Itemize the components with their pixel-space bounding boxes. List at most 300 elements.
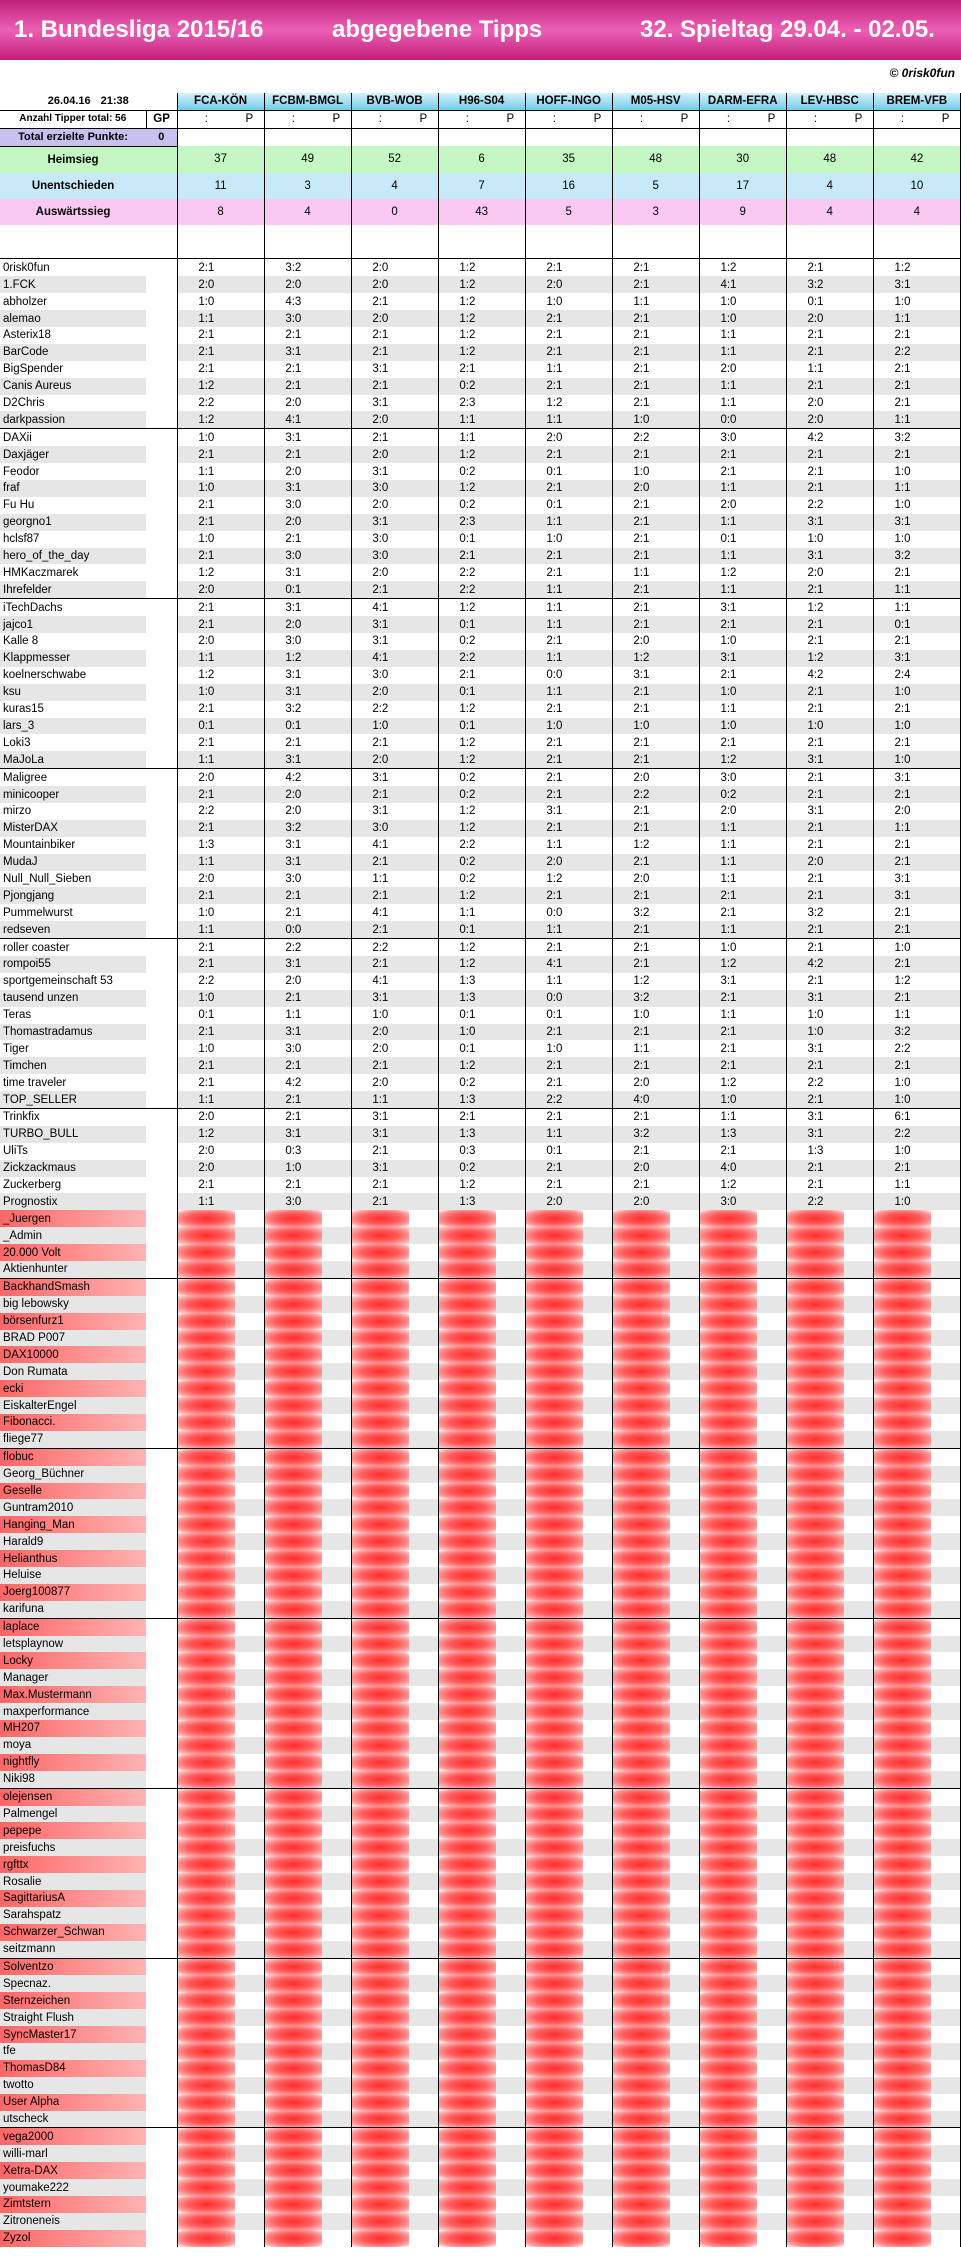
hidden-tipper-row <box>0 1720 961 1737</box>
hidden-tip-blur <box>439 2043 497 2060</box>
tipper-name: Teras <box>3 1009 32 1022</box>
hidden-tip <box>873 1278 931 1295</box>
tip-score: 1:0 <box>699 718 757 735</box>
hidden-tip <box>438 2145 496 2162</box>
tip-score: 2:0 <box>264 973 322 990</box>
tip-points <box>496 1278 525 1295</box>
hidden-tip <box>438 1278 496 1295</box>
tip-score: 2:1 <box>786 887 844 904</box>
tipper-name: Zyzol <box>0 2230 146 2247</box>
hidden-tip <box>525 1261 583 1278</box>
hidden-tip-blur <box>874 1737 932 1754</box>
tip-score: 0:2 <box>438 463 496 480</box>
hidden-tip <box>873 1363 931 1380</box>
hidden-tip <box>438 1533 496 1550</box>
tip-points <box>670 259 699 276</box>
hidden-tip-blur <box>613 1499 671 1516</box>
tip-score: 2:1 <box>612 1024 670 1041</box>
tip-points <box>583 2094 612 2111</box>
stat-value: 0 <box>351 199 438 225</box>
tip-points <box>496 548 525 565</box>
hidden-tip-blur <box>874 1619 932 1636</box>
tip-points <box>583 293 612 310</box>
hidden-tip-blur <box>439 1330 497 1347</box>
hidden-tip <box>612 1448 670 1465</box>
tip-points <box>409 1313 438 1330</box>
tip-score: 0:3 <box>438 1143 496 1160</box>
hidden-tip-blur <box>352 2043 410 2060</box>
hidden-tip <box>699 1754 757 1771</box>
hidden-tip-blur <box>613 1959 671 1976</box>
tip-points <box>496 1007 525 1024</box>
tip-points <box>757 1431 786 1448</box>
hidden-tip-blur <box>178 1431 236 1448</box>
total-points-value: 0 <box>146 128 177 146</box>
hidden-tip-blur <box>613 1686 671 1703</box>
hidden-tip-blur <box>352 1567 410 1584</box>
hidden-tip <box>612 1466 670 1483</box>
hidden-tip <box>351 1363 409 1380</box>
tip-score: 2:1 <box>873 786 931 803</box>
tip-points <box>931 1601 960 1618</box>
hidden-tip-blur <box>787 1873 845 1890</box>
tipper-name: 20.000 Volt <box>0 1244 146 1261</box>
hidden-tip <box>177 1873 235 1890</box>
stat-value: 16 <box>525 173 612 199</box>
tip-points <box>844 1074 873 1091</box>
hidden-tip <box>873 1822 931 1839</box>
hidden-tip <box>177 2145 235 2162</box>
tip-points <box>670 480 699 497</box>
hidden-tip-blur <box>352 1873 410 1890</box>
hidden-tip <box>264 1448 322 1465</box>
tip-points <box>235 1313 264 1330</box>
hidden-tip <box>612 1686 670 1703</box>
tip-points <box>931 2043 960 2060</box>
hidden-tip-blur <box>526 1414 584 1431</box>
hidden-tip <box>264 1873 322 1890</box>
tip-points <box>844 956 873 973</box>
tip-points <box>235 786 264 803</box>
hidden-tip-blur <box>874 1279 932 1296</box>
tip-points <box>409 1771 438 1788</box>
hidden-tip-blur <box>700 1873 758 1890</box>
hidden-tip-blur <box>874 1771 932 1788</box>
tip-score: 2:1 <box>351 378 409 395</box>
tip-score: 2:0 <box>264 395 322 412</box>
hidden-tip-blur <box>613 1346 671 1363</box>
hidden-tip <box>351 1278 409 1295</box>
tip-score: 2:1 <box>699 1057 757 1074</box>
tip-score: 2:1 <box>612 531 670 548</box>
tip-points <box>235 1483 264 1500</box>
hidden-tip-blur <box>787 1941 845 1958</box>
tip-points <box>583 1193 612 1210</box>
tip-points <box>409 1636 438 1653</box>
tip-points <box>583 531 612 548</box>
tip-points <box>670 904 699 921</box>
hidden-tip-blur <box>265 2009 323 2026</box>
tip-points <box>757 378 786 395</box>
hidden-tip-blur <box>526 2043 584 2060</box>
hidden-tip <box>177 2026 235 2043</box>
hidden-tip-blur <box>178 1261 236 1278</box>
tipper-gp <box>146 1108 177 1125</box>
tip-score: 1:0 <box>873 1143 931 1160</box>
hidden-tip <box>438 1890 496 1907</box>
tip-points <box>844 446 873 463</box>
tip-points <box>496 310 525 327</box>
hidden-tip-blur <box>265 1737 323 1754</box>
tip-score: 1:2 <box>525 871 583 888</box>
hidden-tip <box>525 1737 583 1754</box>
hidden-tip <box>351 1346 409 1363</box>
hidden-tip <box>525 2077 583 2094</box>
tip-points <box>583 1839 612 1856</box>
spacer <box>786 225 844 242</box>
spacer <box>438 242 496 259</box>
hidden-tip <box>351 1567 409 1584</box>
tipper-name: Don Rumata <box>0 1363 146 1380</box>
tip-score: 1:1 <box>699 1108 757 1125</box>
hidden-tipper-row <box>0 2060 961 2077</box>
tip-score: 1:1 <box>699 327 757 344</box>
tip-score: 2:0 <box>351 684 409 701</box>
hidden-tip-blur <box>265 2145 323 2162</box>
tip-points <box>409 497 438 514</box>
hidden-tip-blur <box>700 1380 758 1397</box>
hidden-tip-blur <box>439 1431 497 1448</box>
hidden-tip <box>699 1448 757 1465</box>
stat-gp <box>146 199 177 225</box>
hidden-tip <box>438 1397 496 1414</box>
hidden-tip-blur <box>613 1941 671 1958</box>
hidden-tip <box>351 2128 409 2145</box>
hidden-tip-blur <box>178 1806 236 1823</box>
hidden-tip <box>264 1483 322 1500</box>
tipper-name: koelnerschwabe <box>3 669 87 682</box>
hidden-tip-blur <box>613 1856 671 1873</box>
tip-points <box>496 2179 525 2196</box>
tipper-gp <box>146 1193 177 1210</box>
hidden-tipper-row <box>0 1448 961 1465</box>
tipper-name: Zickzackmaus <box>0 1160 146 1177</box>
tipper-gp <box>146 378 177 395</box>
hidden-tip <box>525 2128 583 2145</box>
tipper-name: MaJoLa <box>0 751 146 768</box>
tip-points <box>931 1313 960 1330</box>
tip-points <box>322 701 351 718</box>
hidden-tip-blur <box>439 1279 497 1296</box>
tip-score: 1:1 <box>525 973 583 990</box>
hidden-tipper-row <box>0 1567 961 1584</box>
hidden-tip-blur <box>700 1771 758 1788</box>
hidden-tip-blur <box>178 1499 236 1516</box>
tip-points <box>322 2196 351 2213</box>
hidden-tip <box>177 1992 235 2009</box>
hidden-tip <box>351 1788 409 1805</box>
tip-points <box>844 2213 873 2230</box>
tip-points <box>931 904 960 921</box>
tip-points <box>322 904 351 921</box>
hidden-tip-blur <box>874 1414 932 1431</box>
tip-score: 1:1 <box>873 480 931 497</box>
hidden-tip-blur <box>439 2111 497 2128</box>
hidden-tip <box>873 1907 931 1924</box>
tip-score: 0:2 <box>699 786 757 803</box>
hidden-tip <box>612 2196 670 2213</box>
tip-points <box>235 497 264 514</box>
tip-score: 2:1 <box>612 616 670 633</box>
tip-points <box>583 2196 612 2213</box>
tip-score: 1:0 <box>177 429 235 446</box>
hidden-tipper-row <box>0 1261 961 1278</box>
hidden-tip-blur <box>700 1516 758 1533</box>
tip-score: 1:1 <box>873 820 931 837</box>
tip-points <box>931 1737 960 1754</box>
tipper-row <box>0 904 961 921</box>
hidden-tip <box>786 1414 844 1431</box>
tip-score: 2:1 <box>786 378 844 395</box>
tip-score: 3:2 <box>612 990 670 1007</box>
tip-score: 4:1 <box>351 599 409 616</box>
hidden-tip <box>873 1839 931 1856</box>
hidden-tip-blur <box>874 1296 932 1313</box>
tipper-row <box>0 667 961 684</box>
tip-score: 1:0 <box>873 497 931 514</box>
tip-points <box>670 276 699 293</box>
hidden-tip <box>786 2026 844 2043</box>
hidden-tip <box>699 1397 757 1414</box>
tip-points <box>235 2111 264 2128</box>
tip-points <box>670 548 699 565</box>
tip-points <box>931 820 960 837</box>
tip-points <box>409 921 438 938</box>
tip-points <box>583 480 612 497</box>
tip-points <box>844 1890 873 1907</box>
tip-points <box>322 1177 351 1194</box>
tip-points <box>757 1873 786 1890</box>
tip-points <box>235 2230 264 2247</box>
hidden-tip <box>351 1771 409 1788</box>
tip-points <box>583 564 612 581</box>
hidden-tip-blur <box>265 1789 323 1806</box>
tip-points <box>583 1669 612 1686</box>
hidden-tip-blur <box>352 1584 410 1601</box>
tip-points <box>931 939 960 956</box>
tip-score: 4:2 <box>786 956 844 973</box>
hidden-tip <box>438 1686 496 1703</box>
tip-points <box>931 1533 960 1550</box>
tip-score: 3:1 <box>351 769 409 786</box>
hidden-tip <box>177 1737 235 1754</box>
tip-score: 1:1 <box>873 310 931 327</box>
tipper-name: Palmengel <box>0 1806 146 1823</box>
tip-points <box>757 293 786 310</box>
hidden-tip <box>699 2111 757 2128</box>
tip-points <box>670 1924 699 1941</box>
tip-points <box>322 463 351 480</box>
hidden-tip-blur <box>265 1890 323 1907</box>
tip-points <box>844 1193 873 1210</box>
tip-score: 0:2 <box>438 871 496 888</box>
hidden-tip-blur <box>178 2145 236 2162</box>
tipper-row <box>0 1177 961 1194</box>
tip-points <box>931 1567 960 1584</box>
tip-score: 2:1 <box>177 514 235 531</box>
tip-points <box>670 1873 699 1890</box>
tip-score: 2:1 <box>612 956 670 973</box>
tip-score: 1:1 <box>699 820 757 837</box>
hidden-tip-blur <box>178 1907 236 1924</box>
score-colon: : <box>351 110 409 128</box>
tip-score: 1:2 <box>177 564 235 581</box>
hidden-tip <box>612 2009 670 2026</box>
hidden-tip <box>612 1992 670 2009</box>
hidden-tip-blur <box>700 2162 758 2179</box>
tipper-name: seitzmann <box>0 1941 146 1958</box>
tip-points <box>757 1601 786 1618</box>
tip-points <box>844 2043 873 2060</box>
stat-label: Auswärtssieg <box>0 199 146 225</box>
tip-points <box>931 497 960 514</box>
tip-points <box>322 310 351 327</box>
tip-points <box>670 1244 699 1261</box>
hidden-tip <box>438 1227 496 1244</box>
tip-points <box>496 1483 525 1500</box>
tip-points <box>670 1057 699 1074</box>
hidden-tip <box>612 1278 670 1295</box>
tip-points <box>931 2128 960 2145</box>
tip-points <box>235 1040 264 1057</box>
tip-score: 2:1 <box>786 344 844 361</box>
tip-points <box>844 1584 873 1601</box>
tipper-gp <box>146 1160 177 1177</box>
tip-points <box>322 1431 351 1448</box>
hidden-tip <box>177 1771 235 1788</box>
hidden-tip <box>264 1669 322 1686</box>
tipper-name: BRAD P007 <box>0 1330 146 1347</box>
tipper-gp <box>146 1431 177 1448</box>
tip-points <box>322 327 351 344</box>
hidden-tip-blur <box>526 2026 584 2043</box>
tipper-name: ecki <box>0 1380 146 1397</box>
tipper-name: redseven <box>0 921 146 938</box>
hidden-tip-blur <box>874 1636 932 1653</box>
tip-points <box>670 1346 699 1363</box>
tip-points <box>931 973 960 990</box>
hidden-tip <box>525 1686 583 1703</box>
hidden-tip <box>177 1975 235 1992</box>
tip-score: 2:1 <box>612 395 670 412</box>
hidden-tip-blur <box>439 1720 497 1737</box>
hidden-tip-blur <box>787 1601 845 1618</box>
tipper-gp <box>146 887 177 904</box>
tip-score: 1:1 <box>351 1091 409 1108</box>
hidden-tip-blur <box>352 2128 410 2145</box>
hidden-tip <box>264 1414 322 1431</box>
tip-points <box>583 939 612 956</box>
tip-points <box>235 1177 264 1194</box>
tipper-row <box>0 701 961 718</box>
hidden-tip <box>525 1992 583 2009</box>
time-label: 21:38 <box>100 95 129 108</box>
tipper-row <box>0 1007 961 1024</box>
tip-score: 2:2 <box>786 497 844 514</box>
tip-score: 3:1 <box>351 395 409 412</box>
tip-score: 2:1 <box>873 921 931 938</box>
tipper-name: Prognostix <box>0 1193 146 1210</box>
tip-points <box>757 734 786 751</box>
tip-points <box>757 1618 786 1635</box>
hidden-tip <box>177 2162 235 2179</box>
tip-points <box>235 259 264 276</box>
hidden-tip <box>177 1431 235 1448</box>
tip-points <box>670 1261 699 1278</box>
hidden-tip <box>438 2230 496 2247</box>
hidden-tip <box>699 1907 757 1924</box>
tip-score: 3:2 <box>264 259 322 276</box>
tip-points <box>757 2128 786 2145</box>
hidden-tip <box>699 1669 757 1686</box>
tip-score: 2:1 <box>873 633 931 650</box>
tipper-name: iTechDachs <box>3 601 63 614</box>
hidden-tip <box>438 1601 496 1618</box>
tip-points <box>496 259 525 276</box>
hidden-tip-blur <box>700 1975 758 1992</box>
hidden-tip-blur <box>613 1414 671 1431</box>
tipper-name: Sternzeichen <box>0 1992 146 2009</box>
hidden-tip-blur <box>787 2060 845 2077</box>
tip-points <box>757 701 786 718</box>
tip-score: 2:1 <box>264 887 322 904</box>
stat-row-heim <box>0 146 961 173</box>
spacer <box>525 225 583 242</box>
tipper-name: minicooper <box>0 786 146 803</box>
hidden-tip <box>351 1686 409 1703</box>
tip-points <box>931 1806 960 1823</box>
tipper-gp <box>146 310 177 327</box>
hidden-tip-blur <box>787 1737 845 1754</box>
hidden-tip <box>612 1380 670 1397</box>
hidden-tip-blur <box>526 1601 584 1618</box>
tipper-name: Thomastradamus <box>0 1024 146 1041</box>
hidden-tip <box>873 1533 931 1550</box>
tip-score: 3:1 <box>873 871 931 888</box>
tipper-gp <box>146 1466 177 1483</box>
hidden-tip <box>873 1261 931 1278</box>
tip-points <box>844 1516 873 1533</box>
tip-points <box>583 2230 612 2247</box>
tip-points <box>757 1737 786 1754</box>
hidden-tip <box>873 1227 931 1244</box>
hidden-tip-blur <box>439 2026 497 2043</box>
tip-points <box>844 2162 873 2179</box>
tipper-name: Canis Aureus <box>0 378 146 395</box>
tip-points <box>409 293 438 310</box>
hidden-tip-blur <box>352 1210 410 1227</box>
tip-points <box>409 1516 438 1533</box>
tip-points <box>670 378 699 395</box>
tip-score: 0:1 <box>786 293 844 310</box>
tip-points <box>322 1397 351 1414</box>
hidden-tip-blur <box>526 1279 584 1296</box>
tip-points <box>757 667 786 684</box>
hidden-tipper-row <box>0 1856 961 1873</box>
tip-points <box>583 1516 612 1533</box>
tip-points <box>496 514 525 531</box>
hidden-tipper-row <box>0 1431 961 1448</box>
